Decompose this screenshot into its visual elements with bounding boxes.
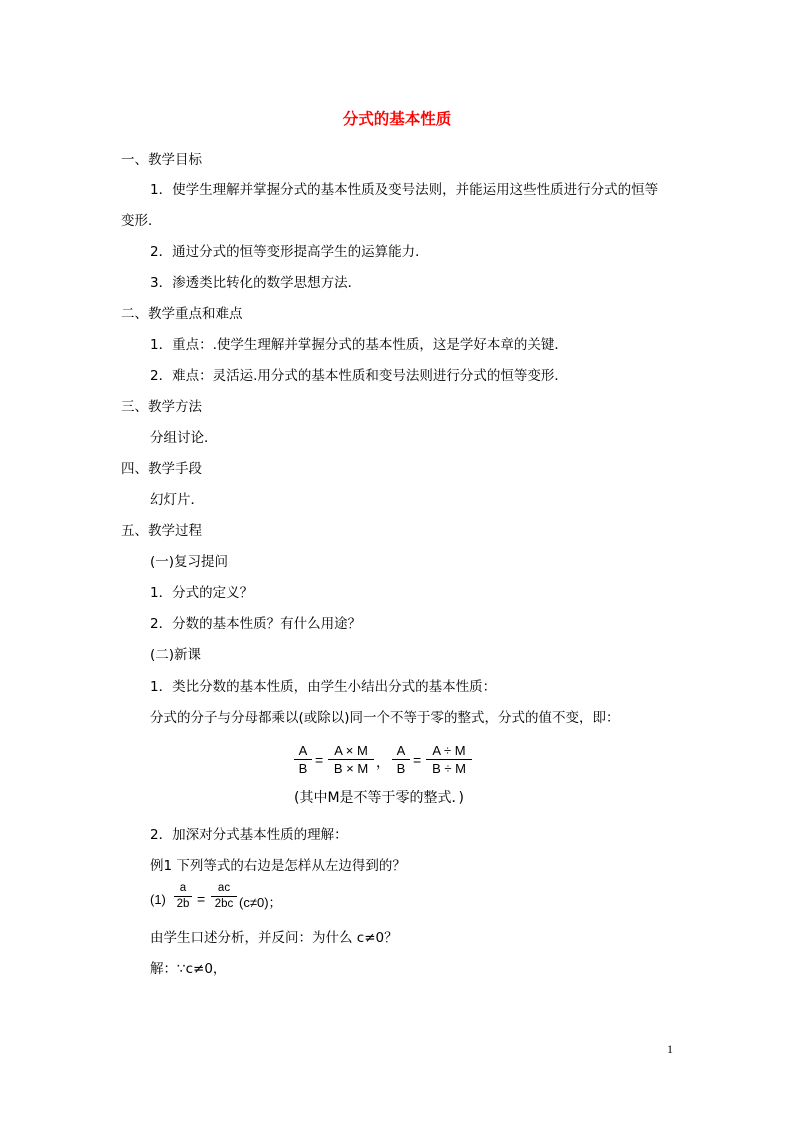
- section-heading-method: 三、教学方法: [121, 399, 202, 415]
- new-lesson-step-2: 2．加深对分式基本性质的理解：: [150, 827, 348, 843]
- subsection-review: (一)复习提问: [150, 554, 229, 570]
- fraction-bar: [211, 896, 237, 897]
- formula-note: (其中M是不等于零的整式．): [294, 790, 465, 806]
- student-analysis: 由学生口述分析，并反问：为什么 c≠0？: [150, 930, 398, 946]
- review-question-1: 1．分式的定义？: [150, 585, 254, 601]
- fraction-denominator: B: [396, 761, 406, 776]
- fraction-numerator: A: [396, 743, 406, 758]
- property-statement: 分式的分子与分母都乘以(或除以)同一个不等于零的整式，分式的值不变，即：: [150, 710, 620, 726]
- solution-start: 解：∵c≠0，: [150, 961, 227, 977]
- means-text: 幻灯片．: [150, 492, 204, 508]
- fraction-denominator: B ÷ M: [432, 761, 466, 776]
- equals-sign: =: [197, 891, 206, 907]
- review-question-2: 2．分数的基本性质？有什么用途？: [150, 616, 362, 632]
- item-number: (1): [150, 892, 166, 907]
- page-number: 1: [667, 1042, 673, 1056]
- key-point: 1．重点：.使学生理解并掌握分式的基本性质，这是学好本章的关键．: [150, 337, 568, 353]
- equals-sign: =: [315, 752, 324, 768]
- page-title: 分式的基本性质: [342, 110, 452, 128]
- condition: (c≠0)；: [239, 895, 282, 910]
- fraction-numerator: A: [298, 743, 308, 758]
- fraction-numerator: A ÷ M: [432, 743, 466, 758]
- section-heading-means: 四、教学手段: [121, 461, 202, 477]
- fraction-numerator: a: [179, 882, 187, 894]
- fraction-denominator: B × M: [333, 761, 369, 776]
- section-heading-objectives: 一、教学目标: [121, 152, 202, 168]
- objective-2: 2．通过分式的恒等变形提高学生的运算能力．: [150, 244, 429, 260]
- difficult-point: 2．难点：灵活运.用分式的基本性质和变号法则进行分式的恒等变形．: [150, 368, 568, 384]
- fraction-bar: [392, 759, 410, 760]
- fraction-bar: [294, 759, 312, 760]
- fraction-denominator: B: [298, 761, 308, 776]
- fraction-bar: [426, 759, 472, 760]
- method-text: 分组讨论．: [150, 430, 218, 446]
- fraction-bar: [328, 759, 374, 760]
- new-lesson-step-1: 1．类比分数的基本性质，由学生小结出分式的基本性质：: [150, 679, 497, 695]
- objective-1-line-1: 1．使学生理解并掌握分式的基本性质及变号法则，并能运用这些性质进行分式的恒等: [150, 182, 659, 198]
- section-heading-process: 五、教学过程: [121, 523, 202, 539]
- objective-1-line-2: 变形．: [121, 213, 162, 229]
- comma: ，: [376, 754, 390, 770]
- equals-sign: =: [413, 752, 422, 768]
- fraction-numerator: A × M: [334, 743, 368, 758]
- fraction-denominator: 2bc: [214, 898, 234, 910]
- fraction-denominator: 2b: [176, 898, 190, 910]
- subsection-new-lesson: (二)新课: [150, 647, 202, 663]
- fraction-bar: [174, 896, 192, 897]
- fraction-numerator: ac: [217, 882, 231, 894]
- objective-3: 3．渗透类比转化的数学思想方法．: [150, 275, 362, 291]
- example-1-prompt: 例1 下列等式的右边是怎样从左边得到的？: [150, 858, 406, 874]
- section-heading-key-points: 二、教学重点和难点: [121, 306, 243, 322]
